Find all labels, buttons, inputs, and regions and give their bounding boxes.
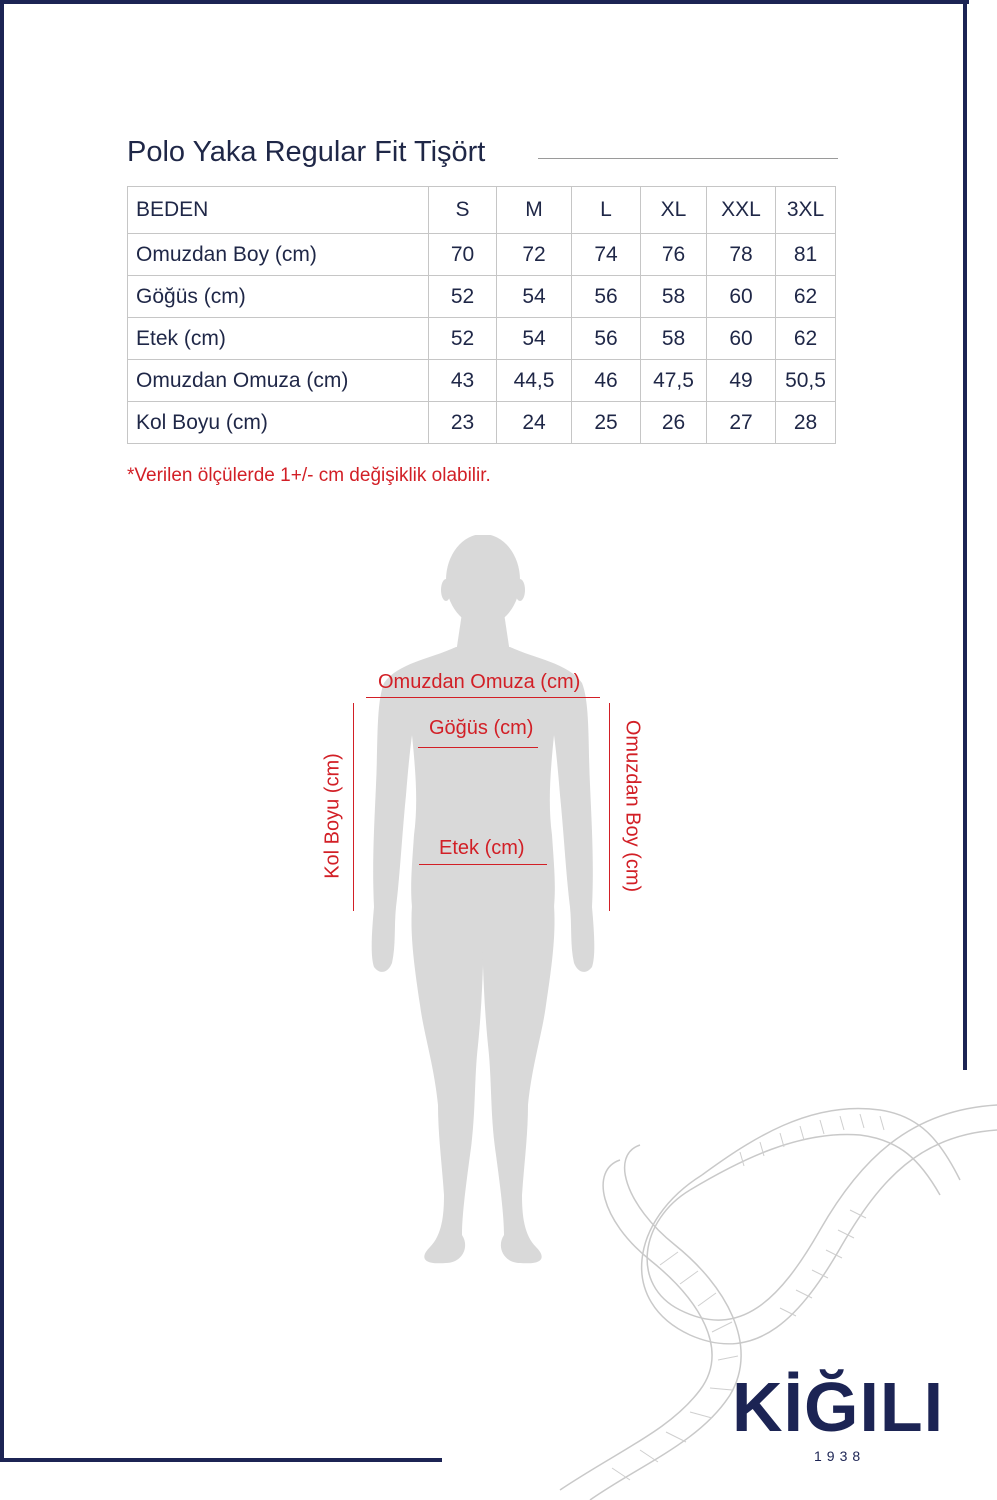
frame-left-border <box>0 0 4 1462</box>
table-cell: 54 <box>497 318 572 360</box>
chest-measure-label: Göğüs (cm) <box>429 717 534 739</box>
table-cell: 26 <box>641 402 707 444</box>
table-cell: 72 <box>497 234 572 276</box>
row-label: Omuzdan Omuza (cm) <box>128 360 429 402</box>
page-title: Polo Yaka Regular Fit Tişört <box>127 136 486 168</box>
table-cell: 52 <box>429 318 497 360</box>
shoulder-measure-line <box>366 697 600 698</box>
header-cell: XXL <box>707 187 776 234</box>
table-cell: 52 <box>429 276 497 318</box>
table-cell: 81 <box>776 234 836 276</box>
row-label: Omuzdan Boy (cm) <box>128 234 429 276</box>
frame-right-border <box>963 0 967 1070</box>
hem-measure-line <box>419 864 547 865</box>
table-cell: 43 <box>429 360 497 402</box>
table-cell: 58 <box>641 276 707 318</box>
tolerance-note: *Verilen ölçülerde 1+/- cm değişiklik olabilir. <box>127 465 491 486</box>
table-cell: 54 <box>497 276 572 318</box>
frame-bottom-border <box>0 1458 442 1462</box>
table-cell: 28 <box>776 402 836 444</box>
sleeve-measure-label: Kol Boyu (cm) <box>321 753 344 879</box>
header-cell: BEDEN <box>128 187 429 234</box>
chest-measure-line <box>418 747 538 748</box>
table-cell: 78 <box>707 234 776 276</box>
brand-logo <box>732 1368 952 1464</box>
table-cell: 47,5 <box>641 360 707 402</box>
table-row <box>128 318 836 360</box>
header-cell: S <box>429 187 497 234</box>
table-row <box>128 276 836 318</box>
table-cell: 56 <box>572 276 641 318</box>
header-cell: L <box>572 187 641 234</box>
table-cell: 58 <box>641 318 707 360</box>
size-chart-table <box>127 186 836 444</box>
table-cell: 62 <box>776 276 836 318</box>
table-header-row <box>128 187 836 234</box>
header-cell: M <box>497 187 572 234</box>
table-row <box>128 234 836 276</box>
length-measure-label: Omuzdan Boy (cm) <box>621 719 644 893</box>
table-cell: 60 <box>707 318 776 360</box>
table-cell: 50,5 <box>776 360 836 402</box>
table-cell: 25 <box>572 402 641 444</box>
table-cell: 74 <box>572 234 641 276</box>
table-row <box>128 402 836 444</box>
header-cell: 3XL <box>776 187 836 234</box>
brand-wordmark: KİĞILI <box>732 1368 945 1446</box>
row-label: Göğüs (cm) <box>128 276 429 318</box>
hem-measure-label: Etek (cm) <box>439 837 525 859</box>
sleeve-measure-line <box>353 703 354 911</box>
title-divider <box>538 158 838 159</box>
frame-top-border <box>0 0 969 4</box>
table-cell: 24 <box>497 402 572 444</box>
table-cell: 76 <box>641 234 707 276</box>
table-cell: 23 <box>429 402 497 444</box>
length-measure-line <box>609 703 610 911</box>
row-label: Kol Boyu (cm) <box>128 402 429 444</box>
row-label: Etek (cm) <box>128 318 429 360</box>
table-cell: 70 <box>429 234 497 276</box>
table-cell: 44,5 <box>497 360 572 402</box>
table-cell: 46 <box>572 360 641 402</box>
table-cell: 60 <box>707 276 776 318</box>
table-cell: 49 <box>707 360 776 402</box>
table-row <box>128 360 836 402</box>
header-cell: XL <box>641 187 707 234</box>
table-cell: 62 <box>776 318 836 360</box>
table-cell: 27 <box>707 402 776 444</box>
shoulder-measure-label: Omuzdan Omuza (cm) <box>378 671 581 693</box>
brand-year: 1938 <box>814 1448 866 1464</box>
table-cell: 56 <box>572 318 641 360</box>
